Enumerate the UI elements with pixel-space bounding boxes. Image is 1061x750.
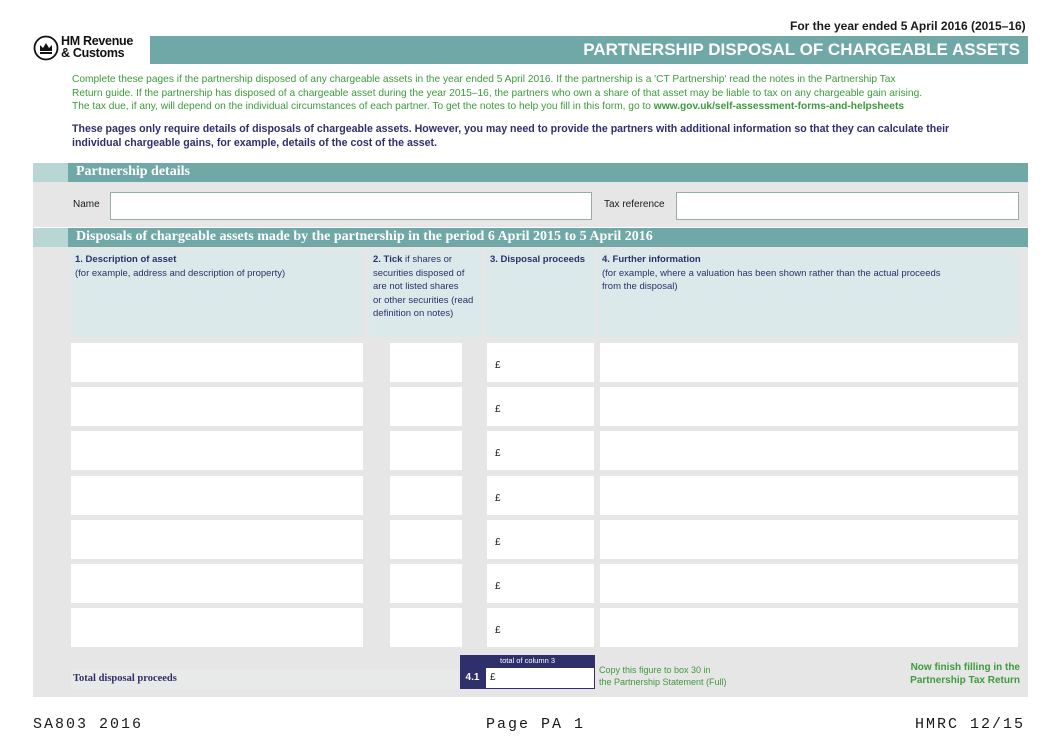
- form-title: PARTNERSHIP DISPOSAL OF CHARGEABLE ASSETS: [583, 40, 1020, 59]
- description-input[interactable]: [71, 564, 363, 603]
- description-input[interactable]: [71, 431, 363, 470]
- tick-box[interactable]: [390, 431, 462, 470]
- col2-note-2: securities disposed of: [373, 267, 465, 279]
- finish-note-1: Now finish filling in the: [910, 662, 1020, 673]
- note-line-2: individual chargeable gains, for example, details of the cost of the asset.: [72, 136, 437, 149]
- proceeds-input[interactable]: [487, 387, 594, 426]
- intro-text: [72, 73, 1032, 114]
- currency-symbol: £: [495, 448, 501, 459]
- col3-title: 3. Disposal proceeds: [490, 254, 586, 265]
- proceeds-input[interactable]: [487, 564, 594, 603]
- finish-note-2: Partnership Tax Return: [910, 675, 1020, 686]
- currency-symbol: £: [495, 625, 501, 636]
- tick-box[interactable]: [390, 608, 462, 647]
- further-info-input[interactable]: [600, 520, 1018, 559]
- proceeds-input[interactable]: [487, 608, 594, 647]
- guidance-link[interactable]: www.gov.uk/self-assessment-forms-and-helpsheets: [653, 101, 905, 112]
- intro-line-2: Return guide. If the partnership has disposed of a chargeable asset during the year 2015–16, the partners who own a share of that asset may be liable to tax on any chargeable gain arising.: [72, 87, 923, 99]
- hmrc-logo-text: [61, 35, 133, 59]
- tick-box[interactable]: [390, 343, 462, 382]
- tick-box[interactable]: [390, 476, 462, 515]
- tick-box[interactable]: [390, 564, 462, 603]
- copy-note-1: Copy this figure to box 30 in: [599, 665, 711, 675]
- tax-reference-input[interactable]: [676, 192, 1019, 220]
- page-number: Page PA 1: [486, 716, 586, 733]
- finish-note: [860, 661, 1020, 687]
- col3-header: [486, 251, 595, 337]
- disposals-note: [72, 123, 1032, 150]
- currency-symbol: £: [495, 404, 501, 415]
- proceeds-input[interactable]: [487, 476, 594, 515]
- currency-symbol: £: [495, 493, 501, 504]
- col4-title: 4. Further information: [602, 254, 701, 265]
- further-info-input[interactable]: [600, 476, 1018, 515]
- form-title-bar: [150, 36, 1028, 64]
- proceeds-input[interactable]: [487, 431, 594, 470]
- col2-note-5: definition on notes): [373, 308, 454, 319]
- proceeds-input[interactable]: [487, 343, 594, 382]
- copy-note: [599, 664, 727, 688]
- col4-note-2: from the disposal): [602, 281, 678, 292]
- box-number-4-1: 4.1: [460, 667, 485, 689]
- note-line-1: These pages only require details of disposals of chargeable assets. However, you may need to provide the partners with additional information so that they can calculate their: [72, 123, 950, 135]
- further-info-input[interactable]: [600, 387, 1018, 426]
- tick-box[interactable]: [390, 387, 462, 426]
- intro-line-3: The tax due, if any, will depend on the individual circumstances of each partner. To get the notes to help you fill in this form, go to: [72, 101, 651, 112]
- total-label: Total disposal proceeds: [73, 673, 177, 684]
- col1-title: 1. Description of asset: [75, 254, 177, 265]
- logo-line-2: & Customs: [61, 46, 125, 60]
- further-info-input[interactable]: [600, 564, 1018, 603]
- form-version: HMRC 12/15: [915, 716, 1026, 733]
- name-input[interactable]: [110, 192, 592, 220]
- copy-note-2: the Partnership Statement (Full): [599, 677, 727, 687]
- total-proceeds-input[interactable]: [485, 667, 595, 689]
- proceeds-input[interactable]: [487, 520, 594, 559]
- crown-crest-icon: [33, 35, 59, 61]
- partnership-details-header: [33, 163, 1028, 182]
- form-code: SA803 2016: [33, 716, 144, 733]
- description-input[interactable]: [71, 608, 363, 647]
- further-info-input[interactable]: [600, 431, 1018, 470]
- description-input[interactable]: [71, 476, 363, 515]
- currency-symbol: £: [495, 537, 501, 548]
- further-info-input[interactable]: [600, 343, 1018, 382]
- col2-title: 2. Tick: [373, 254, 403, 265]
- logo-line-1: HM Revenue: [61, 34, 134, 48]
- further-info-input[interactable]: [600, 608, 1018, 647]
- col2-note-1: if shares or: [402, 254, 453, 265]
- currency-symbol: £: [495, 581, 501, 592]
- tax-year-label: For the year ended 5 April 2016 (2015–16): [790, 19, 1026, 33]
- description-input[interactable]: [71, 387, 363, 426]
- col1-header: [71, 251, 363, 337]
- partnership-details-title: Partnership details: [76, 164, 190, 179]
- disposals-header: [33, 228, 1028, 247]
- col4-note-1: (for example, where a valuation has been shown rather than the actual proceeds: [602, 267, 941, 279]
- col2-note-4: or other securities (read: [373, 294, 474, 306]
- description-input[interactable]: [71, 343, 363, 382]
- col2-note-3: are not listed shares: [373, 281, 459, 292]
- total-box-caption: total of column 3: [460, 655, 595, 667]
- name-label: Name: [73, 199, 100, 210]
- col1-note: (for example, address and description of property): [75, 267, 286, 279]
- tax-reference-label: Tax reference: [604, 199, 665, 210]
- total-currency: £: [490, 672, 496, 683]
- description-input[interactable]: [71, 520, 363, 559]
- currency-symbol: £: [495, 360, 501, 371]
- disposals-title: Disposals of chargeable assets made by the partnership in the period 6 April 2015 to 5 April 2016: [76, 229, 653, 244]
- col2-header: [369, 251, 481, 337]
- tick-box[interactable]: [390, 520, 462, 559]
- col4-header: [598, 251, 1018, 337]
- intro-line-1: Complete these pages if the partnership disposed of any chargeable assets in the year ended 5 April 2016. If the partnership is a 'CT Partnership' read the notes in the Partnership Tax: [72, 74, 896, 85]
